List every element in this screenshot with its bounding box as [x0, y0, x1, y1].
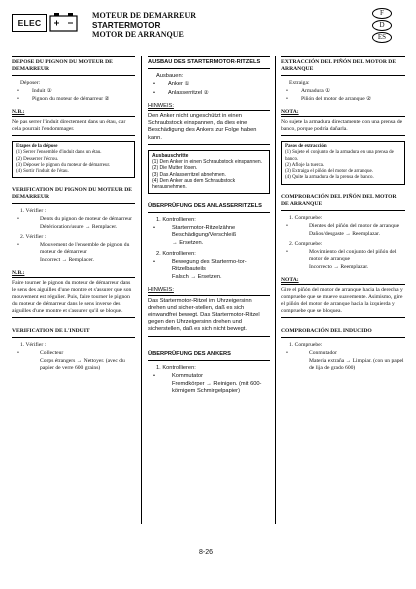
step-item: (4) Den Anker aus dem Schraubstock herausnehmen. [152, 178, 236, 191]
steps-box [281, 141, 405, 185]
note-label: NOTA: [281, 109, 299, 115]
step-item: (3) Extraiga el piñón del motor de arranque. [285, 169, 374, 175]
note-label: NOTA: [281, 276, 299, 283]
lang-tab-fr: F [372, 8, 392, 19]
result-text: Fremdkörper → Reinigen. (mit 600-körnigem Schmirgelpapier) [172, 381, 262, 395]
section-heading: ÜBERPRÜFUNG DES ANKERS [148, 351, 270, 361]
steps-box [148, 150, 270, 194]
note-text: Den Anker nicht ungeschützt in einen Schraubstock einspannen, da dies eine Beschädigung des Ankers zur Folge haben kann. [148, 110, 270, 145]
note-label: HINWEIS: [148, 287, 174, 294]
column-german [148, 56, 270, 397]
battery-icon [49, 12, 79, 32]
result-text: Incorrecto → Reemplazar. [309, 263, 369, 270]
steps-title: Ausbauschritte [152, 152, 189, 159]
steps-title: Etapes de la dépose [16, 144, 58, 149]
column-french [12, 56, 135, 373]
result-text: → Ersetzen. [172, 240, 204, 247]
note-text: Faire tourner le pignon du moteur de démarreur dans le sens des aiguilles d'une montre et s'assurer que son mouvement est régulier. Puis, faire tourner le pignon du moteur de démarreur dans le sens inverse des aiguilles d'une montre et s'assurer qu'il se bloque. [12, 277, 135, 318]
result-text: Incorrect → Remplacer. [40, 257, 94, 264]
check-step: 1. Compruebe: [289, 214, 323, 221]
title-fr: MOTEUR DE DEMARREUR [92, 11, 196, 20]
column-divider [141, 56, 142, 524]
result-text: Materia extraña → Limpiar. (con un papel de lija de grado 600) [309, 357, 404, 371]
check-step: 1. Vérifier : [20, 342, 47, 349]
list-item: • Pignon du moteur de démarreur ② [12, 96, 135, 103]
list-item: • Dents du pignon de moteur de démarreur [12, 216, 135, 223]
result-text: Daños/desgaste → Reemplazar. [309, 230, 380, 237]
step-item: (3) Das Anlasserritzel abnehmen. [152, 171, 226, 178]
check-step: 2. Kontrollieren: [156, 250, 196, 257]
list-item: • Piñón del motor de arranque ② [281, 96, 405, 103]
title-es: MOTOR DE ARRANQUE [92, 30, 184, 40]
step-item: (1) Serrer l'ensemble d'induit dans un étau. [16, 150, 102, 156]
list-item: • Induit ① [12, 88, 135, 95]
list-item: • Mouvement de l'ensemble de pignon du moteur de démarreur [12, 242, 135, 256]
step-item: (1) Sujete el conjunto de la armadura en una prensa de banco. [285, 150, 394, 162]
check-step: 1. Kontrollieren: [156, 216, 196, 223]
section-heading: ÜBERPRÜFUNG DES ANLASSERRITZELS [148, 203, 270, 213]
page-header [12, 8, 404, 52]
column-spanish [281, 56, 405, 373]
column-divider [275, 56, 276, 524]
page-number: 8-26 [199, 549, 214, 556]
result-text: Corps étrangers → Nettoyer. (avec du papier de verre 600 grains) [40, 358, 125, 372]
instruction-text: Déposer: [20, 80, 41, 86]
list-item: • Dientes del piñón del motor de arranque [281, 223, 405, 230]
step-item: (2) Afloje la tuerca. [285, 162, 325, 168]
steps-box [12, 141, 135, 178]
step-item: (4) Quite la armadura de la prensa de banco. [285, 175, 374, 181]
step-item: (2) Desserrer l'écrou. [16, 156, 59, 162]
check-step: 1. Kontrollieren: [156, 364, 196, 371]
instruction-text: Extraiga: [289, 80, 310, 86]
step-item: (2) Die Mutter lösen. [152, 165, 198, 172]
list-item: • Collecteur [12, 350, 135, 357]
result-text: Falsch → Ersetzen. [172, 274, 222, 281]
step-item: (4) Sortir l'induit de l'étau. [16, 169, 69, 175]
note-text: Ne pas serrer l'induit directement dans un étau, car cela pourrait l'endommager. [12, 116, 135, 136]
section-heading: DEPOSE DU PIGNON DU MOTEUR DE DEMARREUR [12, 56, 135, 76]
note-label: N.B.: [12, 109, 25, 115]
list-item: • Anker ① [148, 81, 270, 88]
list-item: • Bewegung des Startermo-tor-Ritzelbauteils [148, 259, 270, 273]
check-step: 2. Vérifier : [20, 234, 47, 241]
list-item: • Armadura ① [281, 88, 405, 95]
step-item: (1) Den Anker in einen Schraubstock einspannen. [152, 159, 263, 166]
step-item: (3) Déposer le pignon du moteur de démarreur. [16, 162, 111, 168]
section-heading: AUSBAU DES STARTERMOTOR-RITZELS [148, 56, 270, 69]
note-text: Das Startermotor-Ritzel im Uhrzeigersinn drehen und sicher-stellen, daß es sich einwandfrei bewegt. Das Startermotor-Ritzel gegen den Uhrzeigersinn drehen und sicherstellen, daß es sich nicht bewegt. [148, 295, 270, 337]
check-step: 2. Compruebe: [289, 240, 323, 247]
instruction-text: Ausbauen: [156, 73, 184, 80]
list-item: • Anlasserritzel ② [148, 90, 270, 97]
note-text: Gire el piñón del motor de arranque hacia la derecha y compruebe que se mueve suavemente. Asimismo, gire el piñón del motor de arranque hacia la izquierda y compruebe que se bloquea. [281, 284, 405, 318]
result-text: Détérioration/usure → Remplacer. [40, 224, 118, 231]
section-heading: EXTRACCIÓN DEL PIÑÓN DEL MOTOR DE ARRANQUE [281, 56, 405, 76]
section-code-badge: ELEC [12, 14, 47, 32]
lang-tab-de: D [372, 20, 392, 31]
language-tabs [372, 8, 394, 44]
steps-title: Pasos de extracción [285, 144, 327, 149]
title-de: STARTERMOTOR [92, 20, 161, 30]
list-item: • Kommutator [148, 373, 270, 380]
check-step: 1. Vérifier : [20, 208, 47, 215]
section-heading: COMPROBACIÓN DEL INDUCIDO [281, 328, 405, 338]
check-step: 1. Compruebe: [289, 341, 323, 348]
section-heading: VERIFICATION DU PIGNON DU MOTEUR DE DEMARREUR [12, 187, 135, 204]
lang-tab-es: ES [372, 32, 392, 43]
note-label: HINWEIS: [148, 102, 174, 109]
section-heading: VERIFICATION DE L'INDUIT [12, 328, 135, 338]
page-titles [92, 11, 196, 40]
list-item: • Movimiento del conjunto del piñón del motor de arranque [281, 249, 405, 263]
note-label: N.B.: [12, 270, 25, 277]
list-item: • Startermotor-Ritzelzähne Beschädigung/Verschleiß [148, 225, 270, 239]
list-item: • Conmutador [281, 350, 405, 357]
section-heading: COMPROBACIÓN DEL PIÑÓN DEL MOTOR DE ARRANQUE [281, 194, 405, 211]
note-text: No sujete la armadura directamente con una prensa de banco, porque podría dañarla. [281, 116, 405, 136]
